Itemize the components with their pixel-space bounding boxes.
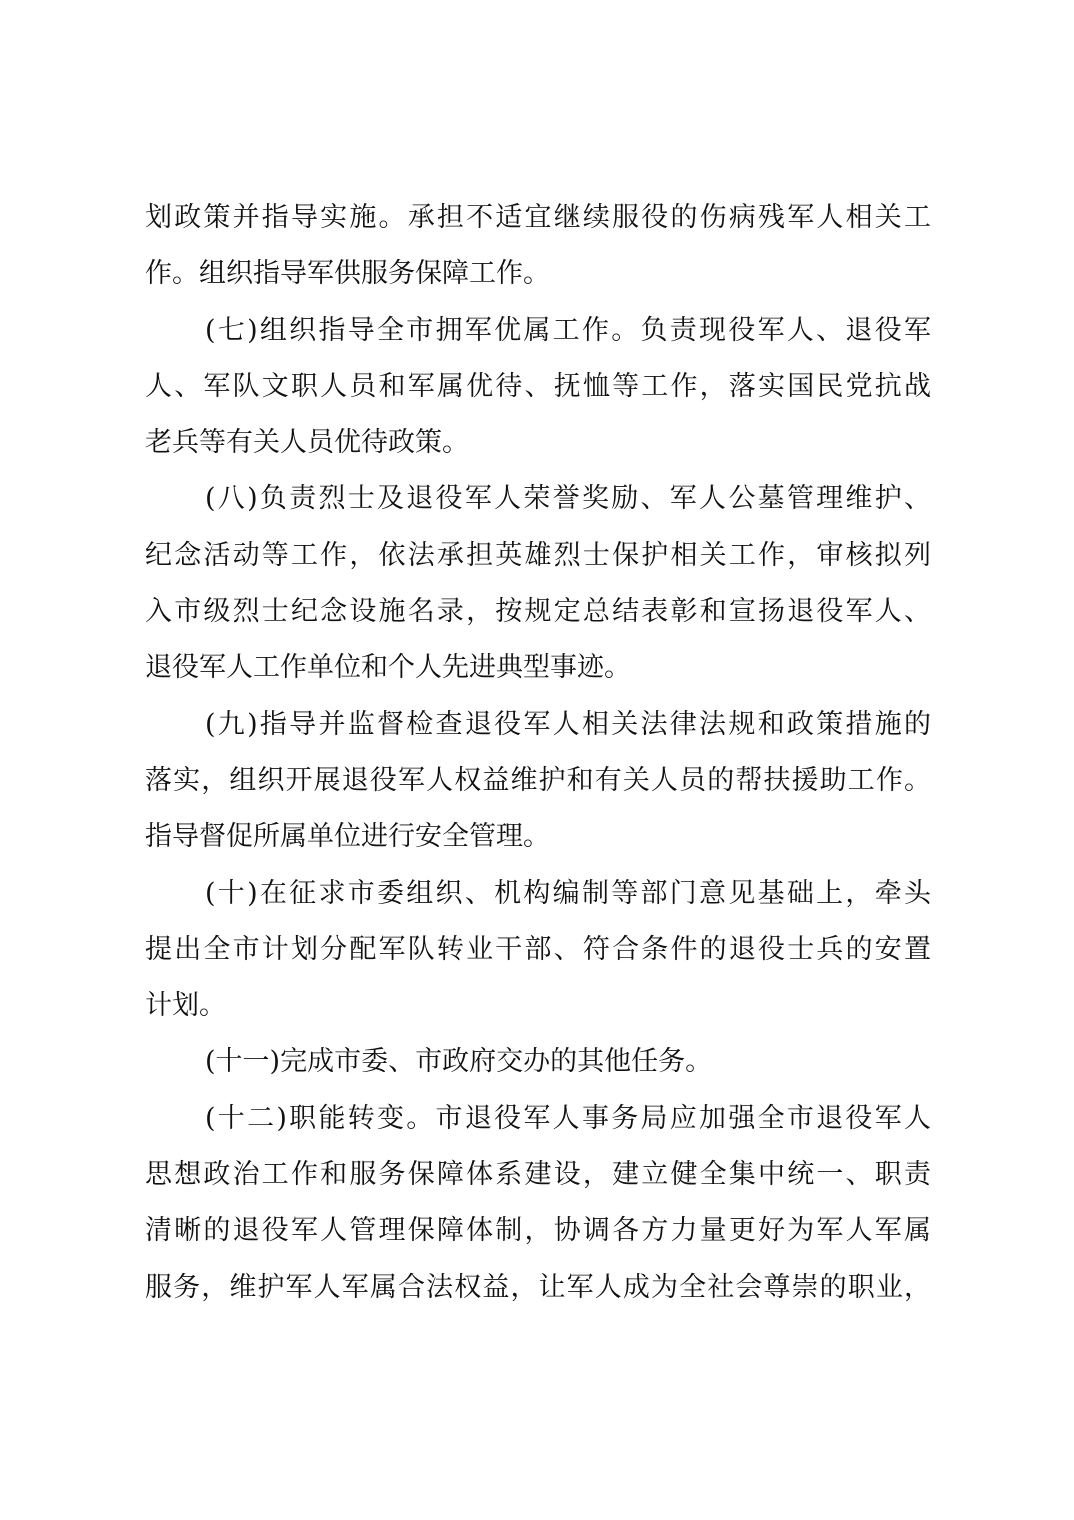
text-line: (十二)职能转变。市退役军人事务局应加强全市退役军人	[205, 1102, 931, 1134]
text-line: 落实，组织开展退役军人权益维护和有关人员的帮扶援助工作。	[145, 764, 931, 796]
text-line: 计划。	[145, 990, 226, 1022]
text-line: 作。组织指导军供服务保障工作。	[145, 258, 550, 290]
text-line: 清晰的退役军人管理保障体制，协调各方力量更好为军人军属	[145, 1215, 931, 1247]
text-line: (九)指导并监督检查退役军人相关法律法规和政策措施的	[205, 708, 931, 740]
text-line: (七)组织指导全市拥军优属工作。负责现役军人、退役军	[205, 314, 931, 346]
text-line: 服务，维护军人军属合法权益，让军人成为全社会尊崇的职业，	[145, 1271, 931, 1303]
text-line: 入市级烈士纪念设施名录，按规定总结表彰和宣扬退役军人、	[145, 596, 931, 628]
text-line: 思想政治工作和服务保障体系建设，建立健全集中统一、职责	[145, 1159, 931, 1191]
text-line: 纪念活动等工作，依法承担英雄烈士保护相关工作，审核拟列	[145, 539, 931, 571]
text-line: 老兵等有关人员优待政策。	[145, 427, 469, 459]
text-line: 退役军人工作单位和个人先进典型事迹。	[145, 652, 631, 684]
text-line: 划政策并指导实施。承担不适宜继续服役的伤病残军人相关工	[145, 202, 931, 233]
document-body	[145, 190, 931, 1316]
text-line: 指导督促所属单位进行安全管理。	[145, 821, 550, 853]
text-line: 人、军队文职人员和军属优待、抚恤等工作，落实国民党抗战	[145, 370, 931, 402]
text-line: 提出全市计划分配军队转业干部、符合条件的退役士兵的安置	[145, 933, 931, 965]
text-line: (十)在征求市委组织、机构编制等部门意见基础上，牵头	[205, 877, 931, 909]
text-line: (十一)完成市委、市政府交办的其他任务。	[205, 1046, 713, 1078]
text-line: (八)负责烈士及退役军人荣誉奖励、军人公墓管理维护、	[205, 483, 931, 515]
